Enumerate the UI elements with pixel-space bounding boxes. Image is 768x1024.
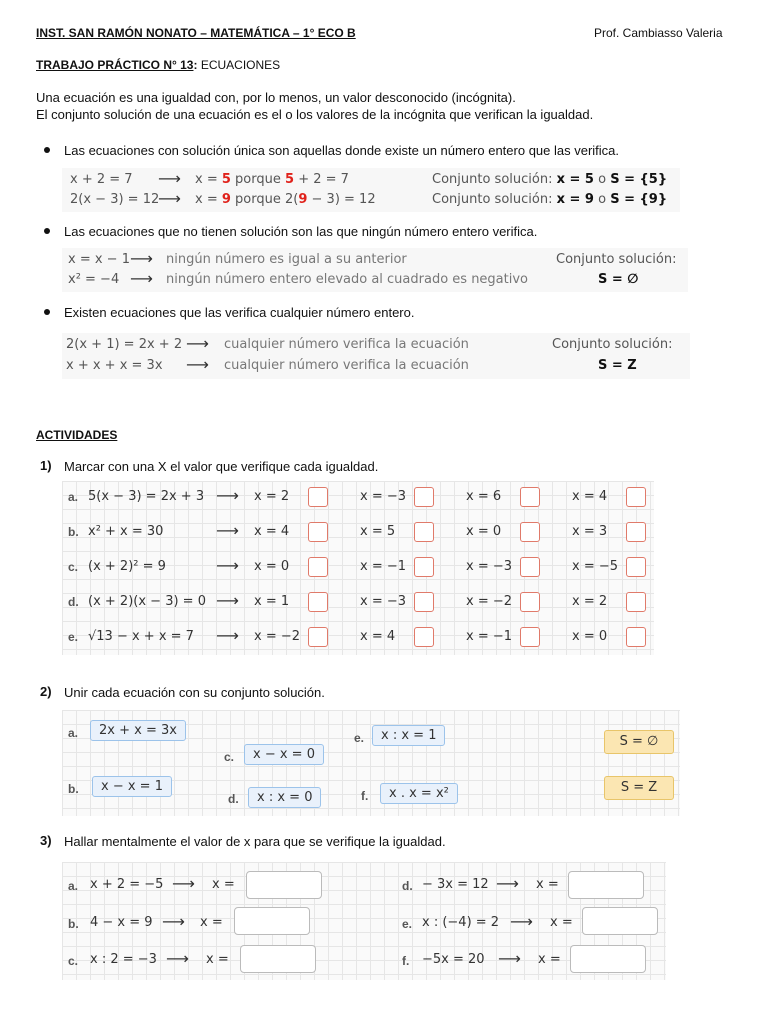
checkbox[interactable] xyxy=(520,522,540,542)
bullet-icon xyxy=(44,228,50,234)
answer-box[interactable] xyxy=(582,907,658,935)
example-equation: x = x − 1 xyxy=(68,252,130,267)
example-description: ningún número es igual a su anterior xyxy=(166,252,407,267)
checkbox[interactable] xyxy=(414,522,434,542)
checkbox[interactable] xyxy=(520,627,540,647)
option-value: x = 4 xyxy=(360,629,396,644)
option-value: x = 4 xyxy=(254,524,290,539)
right-arrow-icon: ⟶ xyxy=(216,556,239,575)
equation-chip[interactable]: 2x + x = 3x xyxy=(90,720,186,741)
equation-chip[interactable]: x : x = 1 xyxy=(372,725,445,746)
checkbox[interactable] xyxy=(308,522,328,542)
option-value: x = 0 xyxy=(254,559,290,574)
section3-text: Existen ecuaciones que las verifica cualquier número entero. xyxy=(64,305,415,320)
checkbox[interactable] xyxy=(308,557,328,577)
checkbox[interactable] xyxy=(308,487,328,507)
solution-set: S = Z xyxy=(598,358,637,373)
intro-line-2: El conjunto solución de una ecuación es el o los valores de la incógnita que verifican la igualdad. xyxy=(36,107,594,122)
right-arrow-icon: ⟶ xyxy=(166,949,189,968)
example-equation: 2(x − 3) = 12 xyxy=(70,192,160,207)
equation: x : (−4) = 2 xyxy=(422,915,500,930)
section1-text: Las ecuaciones con solución única son aquellas donde existe un número entero que las verifica. xyxy=(64,143,620,158)
option-value: x = 0 xyxy=(466,524,502,539)
bullet-icon xyxy=(44,147,50,153)
checkbox[interactable] xyxy=(626,487,646,507)
checkbox[interactable] xyxy=(626,557,646,577)
activity-number: 3) xyxy=(40,833,52,848)
right-arrow-icon: ⟶ xyxy=(216,591,239,610)
right-arrow-icon: ⟶ xyxy=(496,874,519,893)
checkbox[interactable] xyxy=(626,627,646,647)
checkbox[interactable] xyxy=(414,487,434,507)
equation: x² + x = 30 xyxy=(88,524,164,539)
activity-2-grid: a. 2x + x = 3x b. x − x = 1 c. x − x = 0 d. x : x = 0 e. x : x = 1 f. x . x = x² S = ∅ S = Z xyxy=(62,710,680,816)
option-value: x = −3 xyxy=(466,559,513,574)
checkbox[interactable] xyxy=(414,557,434,577)
answer-box[interactable] xyxy=(240,945,316,973)
option-value: x = −1 xyxy=(360,559,407,574)
worksheet-topic: ECUACIONES xyxy=(197,58,281,72)
activity-1-text: Marcar con una X el valor que verifique cada igualdad. xyxy=(64,459,379,474)
answer-box[interactable] xyxy=(234,907,310,935)
solution-label: Conjunto solución: xyxy=(556,252,677,267)
checkbox[interactable] xyxy=(520,487,540,507)
option-value: x = −3 xyxy=(360,489,407,504)
equation: − 3x = 12 xyxy=(422,877,489,892)
equation-chip[interactable]: x . x = x² xyxy=(380,783,458,804)
option-value: x = −5 xyxy=(572,559,619,574)
checkbox[interactable] xyxy=(520,592,540,612)
section1-examples: x + 2 = 7 ⟶ x = 5 porque 5 + 2 = 7 Conjunto solución: x = 5 o S = {5} 2(x − 3) = 12 ⟶ x = 9 porque 2(9 − 3) = 12 Conjunto solución: x = 9 o S = {9} xyxy=(62,168,680,212)
equation: (x + 2)² = 9 xyxy=(88,559,166,574)
solution-set-chip[interactable]: S = Z xyxy=(604,776,674,800)
option-value: x = −2 xyxy=(466,594,513,609)
right-arrow-icon: ⟶ xyxy=(186,334,209,353)
bullet-icon xyxy=(44,309,50,315)
example-equation: 2(x + 1) = 2x + 2 xyxy=(66,337,183,352)
option-value: x = 6 xyxy=(466,489,502,504)
checkbox[interactable] xyxy=(414,592,434,612)
solution-set-chip[interactable]: S = ∅ xyxy=(604,730,674,754)
activity-2-text: Unir cada ecuación con su conjunto solución. xyxy=(64,685,325,700)
example-equation: x + x + x = 3x xyxy=(66,358,163,373)
checkbox[interactable] xyxy=(520,557,540,577)
option-value: x = 2 xyxy=(572,594,608,609)
example-equation: x + 2 = 7 xyxy=(70,172,133,187)
equation-chip[interactable]: x − x = 0 xyxy=(244,744,324,765)
row-letter: a. xyxy=(68,490,79,504)
section3-examples xyxy=(62,333,690,379)
right-arrow-icon: ⟶ xyxy=(216,626,239,645)
right-arrow-icon: ⟶ xyxy=(158,189,181,208)
teacher-name: Prof. Cambiasso Valeria xyxy=(594,26,723,40)
equation: x : 2 = −3 xyxy=(90,952,157,967)
right-arrow-icon: ⟶ xyxy=(130,249,153,268)
checkbox[interactable] xyxy=(308,592,328,612)
example-description: ningún número entero elevado al cuadrado es negativo xyxy=(166,272,529,287)
equation: 4 − x = 9 xyxy=(90,915,153,930)
option-value: x = −3 xyxy=(360,594,407,609)
worksheet-number: TRABAJO PRÁCTICO N° 13 xyxy=(36,58,194,72)
equation: √13 − x + x = 7 xyxy=(88,629,194,644)
right-arrow-icon: ⟶ xyxy=(498,949,521,968)
activity-3-text: Hallar mentalmente el valor de x para que se verifique la igualdad. xyxy=(64,834,446,849)
option-value: x = 3 xyxy=(572,524,608,539)
intro-line-1: Una ecuación es una igualdad con, por lo menos, un valor desconocido (incógnita). xyxy=(36,90,516,105)
equation: x + 2 = −5 xyxy=(90,877,164,892)
right-arrow-icon: ⟶ xyxy=(172,874,195,893)
checkbox[interactable] xyxy=(414,627,434,647)
right-arrow-icon: ⟶ xyxy=(216,521,239,540)
answer-box[interactable] xyxy=(246,871,322,899)
row-letter: d. xyxy=(68,595,79,609)
right-arrow-icon: ⟶ xyxy=(216,486,239,505)
right-arrow-icon: ⟶ xyxy=(186,355,209,374)
equation: −5x = 20 xyxy=(422,952,485,967)
worksheet-title: TRABAJO PRÁCTICO N° 13: ECUACIONES xyxy=(36,58,281,72)
row-letter: b. xyxy=(68,525,79,539)
equation: (x + 2)(x − 3) = 0 xyxy=(88,594,206,609)
option-value: x = −2 xyxy=(254,629,301,644)
equation: 5(x − 3) = 2x + 3 xyxy=(88,489,205,504)
option-value: x = 0 xyxy=(572,629,608,644)
example-description: cualquier número verifica la ecuación xyxy=(224,358,469,373)
option-value: x = 2 xyxy=(254,489,290,504)
section2-text: Las ecuaciones que no tienen solución son las que ningún número entero verifica. xyxy=(64,224,538,239)
option-value: x = 1 xyxy=(254,594,290,609)
section2-examples xyxy=(62,248,688,292)
school-header: INST. SAN RAMÓN NONATO – MATEMÁTICA – 1° ECO B xyxy=(36,26,356,40)
activities-title: ACTIVIDADES xyxy=(36,428,118,442)
example-equation: x² = −4 xyxy=(68,272,120,287)
example-description: cualquier número verifica la ecuación xyxy=(224,337,469,352)
equation-chip[interactable]: x − x = 1 xyxy=(92,776,172,797)
option-value: x = 5 xyxy=(360,524,396,539)
checkbox[interactable] xyxy=(308,627,328,647)
row-letter: c. xyxy=(68,560,79,574)
right-arrow-icon: ⟶ xyxy=(158,169,181,188)
activity-3-grid: a. x + 2 = −5 ⟶ x = b. 4 − x = 9 ⟶ x = c. x : 2 = −3 ⟶ x = d. − 3x = 12 ⟶ x = e. x : (−4) = 2 ⟶ x = f. −5x = 20 ⟶ x = xyxy=(62,862,666,980)
right-arrow-icon: ⟶ xyxy=(162,912,185,931)
option-value: x = 4 xyxy=(572,489,608,504)
right-arrow-icon: ⟶ xyxy=(130,269,153,288)
activity-number: 1) xyxy=(40,458,52,473)
solution-label: Conjunto solución: xyxy=(552,337,673,352)
activity-1-grid xyxy=(62,481,654,655)
checkbox[interactable] xyxy=(626,592,646,612)
equation-chip[interactable]: x : x = 0 xyxy=(248,787,321,808)
activity-number: 2) xyxy=(40,684,52,699)
answer-box[interactable] xyxy=(570,945,646,973)
answer-box[interactable] xyxy=(568,871,644,899)
row-letter: e. xyxy=(68,630,79,644)
option-value: x = −1 xyxy=(466,629,513,644)
right-arrow-icon: ⟶ xyxy=(510,912,533,931)
solution-set: S = ∅ xyxy=(598,272,639,287)
checkbox[interactable] xyxy=(626,522,646,542)
